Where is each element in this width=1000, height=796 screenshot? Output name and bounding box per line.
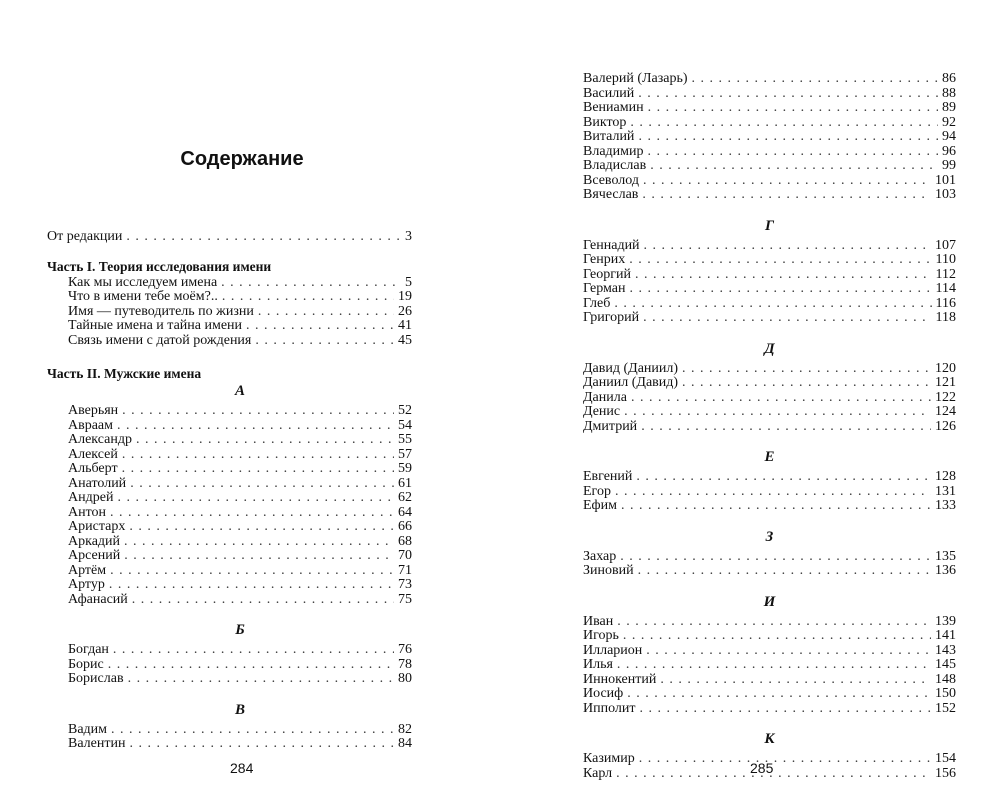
entry-name: Борислав — [68, 671, 124, 686]
entry-page: 41 — [398, 318, 412, 333]
entry-name: Георгий — [583, 266, 631, 282]
entry-page: 152 — [935, 700, 956, 716]
dot-leader — [122, 404, 394, 419]
entry-page: 124 — [935, 404, 956, 419]
entry-page: 110 — [935, 252, 956, 267]
entry-page: 57 — [398, 446, 412, 462]
letter-heading: И — [763, 593, 776, 610]
entry-page: 150 — [935, 686, 956, 701]
entry-page: 128 — [935, 469, 956, 484]
dot-leader — [646, 644, 931, 659]
toc-entry[interactable] — [68, 319, 412, 334]
entry-list — [47, 643, 412, 687]
entry-name: Данила — [583, 389, 627, 405]
dot-leader — [111, 723, 394, 738]
dot-leader — [638, 564, 931, 579]
dot-leader — [638, 87, 938, 102]
toc-entry[interactable] — [68, 448, 412, 463]
entry-page: 70 — [398, 548, 412, 563]
dot-leader — [642, 188, 931, 203]
letter-heading: Д — [764, 340, 775, 357]
entry-name: Что в имени тебе моём?.. — [68, 289, 218, 304]
toc-entry[interactable] — [583, 391, 956, 406]
toc-entry[interactable] — [583, 253, 956, 268]
page-number: 284 — [230, 760, 254, 776]
entry-page: 78 — [398, 656, 412, 672]
entry-list — [47, 276, 412, 349]
entry-page: 92 — [942, 114, 956, 130]
entry-name: Анатолий — [68, 475, 127, 491]
dot-leader — [136, 433, 394, 448]
part-heading: Часть II. Мужские имена — [47, 366, 202, 381]
toc-entry[interactable] — [68, 276, 412, 291]
dot-leader — [255, 334, 394, 349]
entry-page: 89 — [942, 100, 956, 115]
toc-entry[interactable] — [68, 549, 412, 564]
dot-leader — [635, 268, 932, 283]
dot-leader — [617, 615, 931, 630]
toc-entry[interactable] — [68, 658, 412, 673]
entry-name: Даниил (Давид) — [583, 375, 679, 390]
entry-page: 101 — [935, 172, 956, 188]
toc-entry[interactable] — [68, 462, 412, 477]
dot-leader — [117, 491, 394, 506]
entry-page: 45 — [398, 332, 412, 348]
toc-entry[interactable] — [583, 145, 956, 160]
dot-leader — [130, 477, 394, 492]
entry-name: Александр — [68, 432, 132, 447]
entry-list — [583, 470, 956, 514]
toc-entry[interactable] — [68, 477, 412, 492]
toc-entry[interactable] — [583, 687, 956, 702]
entry-name: Григорий — [583, 310, 640, 325]
letter-heading: Г — [764, 217, 775, 234]
entry-name: Захар — [583, 548, 617, 564]
entry-name: От редакции — [47, 229, 123, 244]
toc-entry[interactable] — [583, 130, 956, 145]
toc-entry[interactable] — [583, 159, 956, 174]
toc-entry[interactable] — [68, 672, 412, 687]
entry-page: 59 — [398, 461, 412, 476]
entry-page: 116 — [935, 295, 956, 311]
entry-page: 73 — [398, 577, 412, 592]
entry-name: Ефим — [583, 498, 617, 513]
dot-leader — [643, 174, 931, 189]
dot-leader — [638, 130, 938, 145]
dot-leader — [641, 420, 931, 435]
letter-heading: А — [234, 383, 245, 399]
entry-name: Андрей — [68, 490, 114, 505]
toc-entry[interactable] — [68, 737, 412, 752]
dot-leader — [132, 593, 394, 608]
entry-page: 145 — [935, 657, 956, 672]
entry-name: Артур — [68, 577, 105, 592]
left-toc — [47, 230, 412, 752]
entry-page: 80 — [398, 671, 412, 686]
toc-entry[interactable] — [68, 535, 412, 550]
dot-leader — [650, 159, 938, 174]
dot-leader — [124, 535, 394, 550]
dot-leader — [692, 72, 938, 87]
entry-page: 96 — [942, 143, 956, 159]
entry-name: Артём — [68, 562, 107, 578]
entry-name: Казимир — [583, 751, 635, 766]
entry-name: Аристарх — [68, 519, 126, 534]
entry-page: 54 — [398, 417, 412, 433]
entry-name: Альберт — [68, 461, 118, 476]
dot-leader — [623, 629, 931, 644]
entry-name: Илларион — [583, 642, 643, 658]
entry-name: Егор — [583, 483, 611, 499]
toc-entry[interactable] — [68, 404, 412, 419]
toc-entry[interactable] — [583, 564, 956, 579]
entry-page: 84 — [398, 736, 412, 751]
dot-leader — [629, 253, 931, 268]
entry-page: 66 — [398, 519, 412, 534]
toc-entry[interactable] — [583, 485, 956, 500]
entry-name: Герман — [583, 281, 626, 296]
entry-name: Виталий — [583, 129, 635, 144]
toc-entry[interactable] — [583, 311, 956, 326]
toc-entry[interactable] — [583, 629, 956, 644]
toc-entry[interactable] — [583, 101, 956, 116]
dot-leader — [640, 702, 931, 717]
toc-entry[interactable] — [68, 723, 412, 738]
entry-page: 82 — [398, 721, 412, 737]
entry-name: Владимир — [583, 143, 644, 159]
dot-leader — [639, 752, 931, 767]
dot-leader — [122, 462, 394, 477]
toc-entry[interactable] — [583, 362, 956, 377]
entry-name: Владислав — [583, 158, 647, 173]
letter-heading: Б — [235, 622, 245, 638]
dot-leader — [621, 499, 931, 514]
entry-name: Алексей — [68, 446, 118, 462]
dot-leader — [648, 101, 938, 116]
toc-entry[interactable] — [583, 470, 956, 485]
dot-leader — [624, 405, 931, 420]
dot-leader — [630, 116, 938, 131]
page-number: 285 — [750, 760, 774, 776]
entry-page: 122 — [935, 389, 956, 405]
entry-page: 61 — [398, 475, 412, 491]
dot-leader — [682, 362, 931, 377]
entry-name: Авраам — [68, 417, 114, 433]
entry-page: 86 — [942, 71, 956, 86]
toc-entry[interactable] — [583, 658, 956, 673]
entry-name: Илья — [583, 657, 613, 672]
dot-leader — [615, 485, 931, 500]
toc-entry[interactable] — [68, 305, 412, 320]
dot-leader — [630, 282, 932, 297]
entry-page: 64 — [398, 504, 412, 520]
toc-entry[interactable] — [583, 499, 956, 514]
entry-name: Богдан — [68, 642, 109, 657]
entry-page: 107 — [935, 237, 956, 253]
toc-entry[interactable] — [583, 550, 956, 565]
entry-page: 114 — [935, 281, 956, 296]
letter-heading: В — [234, 701, 245, 718]
entry-page: 112 — [935, 266, 956, 282]
toc-entry[interactable] — [68, 433, 412, 448]
dot-leader — [643, 311, 931, 326]
entry-name: Всеволод — [583, 172, 639, 188]
toc-entry[interactable] — [583, 673, 956, 688]
toc-entry[interactable] — [68, 520, 412, 535]
entry-page: 26 — [398, 303, 412, 319]
entry-page: 139 — [935, 613, 956, 629]
dot-leader — [122, 448, 394, 463]
dot-leader — [129, 737, 394, 752]
dot-leader — [129, 520, 394, 535]
dot-leader — [117, 419, 394, 434]
entry-name: Как мы исследуем имена — [68, 274, 218, 290]
entry-list — [583, 615, 956, 717]
entry-page: 121 — [935, 375, 956, 390]
letter-heading: Е — [764, 449, 775, 465]
right-page — [500, 0, 1000, 796]
dot-leader — [627, 687, 931, 702]
entry-page: 141 — [935, 628, 956, 643]
dot-leader — [110, 564, 394, 579]
toc-entry[interactable] — [68, 578, 412, 593]
entry-page: 126 — [935, 418, 956, 434]
dot-leader — [108, 658, 394, 673]
toc-entry[interactable] — [583, 239, 956, 254]
dot-leader — [113, 643, 394, 658]
dot-leader — [644, 239, 931, 254]
dot-leader — [221, 276, 401, 291]
dot-leader — [648, 145, 938, 160]
entry-name: Игорь — [583, 628, 619, 643]
toc-entry[interactable] — [583, 72, 956, 87]
dot-leader — [124, 549, 394, 564]
entry-list — [583, 550, 956, 579]
toc-entry[interactable] — [68, 593, 412, 608]
right-toc — [583, 72, 956, 781]
entry-name: Генрих — [583, 252, 626, 267]
toc-entry[interactable] — [68, 643, 412, 658]
entry-name: Арсений — [68, 548, 121, 563]
entry-name: Виктор — [583, 114, 627, 130]
dot-leader — [128, 672, 394, 687]
entry-name: Антон — [68, 504, 107, 520]
dot-leader — [631, 391, 931, 406]
dot-leader — [620, 550, 931, 565]
entry-name: Давид (Даниил) — [583, 360, 679, 376]
entry-page: 75 — [398, 591, 412, 607]
entry-name: Иннокентий — [583, 671, 657, 687]
toc-entry[interactable] — [68, 290, 412, 305]
entry-page: 3 — [405, 229, 412, 244]
entry-name: Вячеслав — [583, 187, 639, 202]
toc-entry[interactable] — [583, 282, 956, 297]
entry-list — [47, 723, 412, 752]
entry-name: Геннадий — [583, 237, 640, 253]
toc-entry-intro[interactable] — [47, 230, 412, 245]
entry-page: 131 — [935, 483, 956, 499]
dot-leader — [109, 578, 394, 593]
entry-name: Зиновий — [583, 563, 634, 578]
entry-page: 156 — [935, 765, 956, 781]
entry-name: Иосиф — [583, 686, 624, 701]
entry-name: Денис — [583, 404, 621, 419]
toc-entry[interactable] — [583, 420, 956, 435]
entry-page: 71 — [398, 562, 412, 578]
entry-page: 136 — [935, 563, 956, 578]
entry-name: Василий — [583, 85, 635, 101]
dot-leader — [110, 506, 394, 521]
entry-name: Карл — [583, 765, 613, 781]
dot-leader — [258, 305, 394, 320]
toc-entry[interactable] — [583, 405, 956, 420]
entry-page: 135 — [935, 548, 956, 564]
dot-leader — [682, 376, 931, 391]
dot-leader — [617, 658, 931, 673]
entry-name: Вадим — [68, 721, 108, 737]
part-heading: Часть I. Теория исследования имени — [47, 258, 272, 274]
entry-page: 62 — [398, 490, 412, 505]
entry-page: 120 — [935, 360, 956, 376]
dot-leader — [222, 290, 394, 305]
dot-leader — [636, 470, 931, 485]
entry-page: 19 — [398, 289, 412, 304]
entry-list — [47, 404, 412, 607]
page-title: Содержание — [180, 148, 304, 170]
entry-list — [583, 239, 956, 326]
entry-name: Имя — путеводитель по жизни — [68, 303, 254, 319]
dot-leader — [616, 767, 931, 782]
toc-entry[interactable] — [68, 564, 412, 579]
entry-name: Валерий (Лазарь) — [583, 71, 688, 86]
letter-heading: З — [765, 528, 774, 545]
entry-page: 52 — [398, 403, 412, 418]
entry-name: Связь имени с датой рождения — [68, 332, 252, 348]
entry-list — [583, 362, 956, 435]
entry-page: 148 — [935, 671, 956, 687]
entry-name: Дмитрий — [583, 418, 638, 434]
entry-name: Вениамин — [583, 100, 644, 115]
toc-entry[interactable] — [583, 297, 956, 312]
entry-name: Ипполит — [583, 700, 636, 716]
entry-page: 68 — [398, 533, 412, 549]
entry-list — [583, 72, 956, 203]
toc-entry[interactable] — [583, 644, 956, 659]
entry-page: 76 — [398, 642, 412, 657]
toc-entry[interactable] — [68, 419, 412, 434]
toc-entry[interactable] — [583, 188, 956, 203]
entry-page: 154 — [935, 751, 956, 766]
entry-page: 5 — [405, 274, 412, 290]
entry-name: Аверьян — [68, 403, 119, 418]
entry-name: Евгений — [583, 469, 633, 484]
toc-entry[interactable] — [583, 116, 956, 131]
toc-entry[interactable] — [583, 87, 956, 102]
entry-name: Глеб — [583, 295, 611, 311]
entry-name: Тайные имена и тайна имени — [68, 318, 243, 333]
dot-leader — [246, 319, 394, 334]
entry-name: Валентин — [68, 736, 126, 751]
entry-page: 94 — [942, 129, 956, 144]
entry-page: 88 — [942, 85, 956, 101]
toc-entry[interactable] — [583, 376, 956, 391]
entry-name: Афанасий — [68, 591, 128, 607]
toc-entry[interactable] — [583, 615, 956, 630]
entry-page: 118 — [935, 310, 956, 325]
toc-entry[interactable] — [583, 174, 956, 189]
entry-name: Борис — [68, 656, 104, 672]
entry-page: 99 — [942, 158, 956, 173]
entry-page: 103 — [935, 187, 956, 202]
entry-name: Иван — [583, 613, 614, 629]
entry-page: 143 — [935, 642, 956, 658]
toc-entry[interactable] — [68, 334, 412, 349]
dot-leader — [660, 673, 931, 688]
toc-entry[interactable] — [583, 268, 956, 283]
dot-leader — [126, 230, 401, 245]
entry-name: Аркадий — [68, 533, 121, 549]
letter-heading: К — [764, 731, 775, 747]
entry-page: 133 — [935, 498, 956, 513]
toc-entry[interactable] — [68, 491, 412, 506]
dot-leader — [614, 297, 931, 312]
toc-entry[interactable] — [583, 702, 956, 717]
entry-page: 55 — [398, 432, 412, 447]
toc-entry[interactable] — [68, 506, 412, 521]
